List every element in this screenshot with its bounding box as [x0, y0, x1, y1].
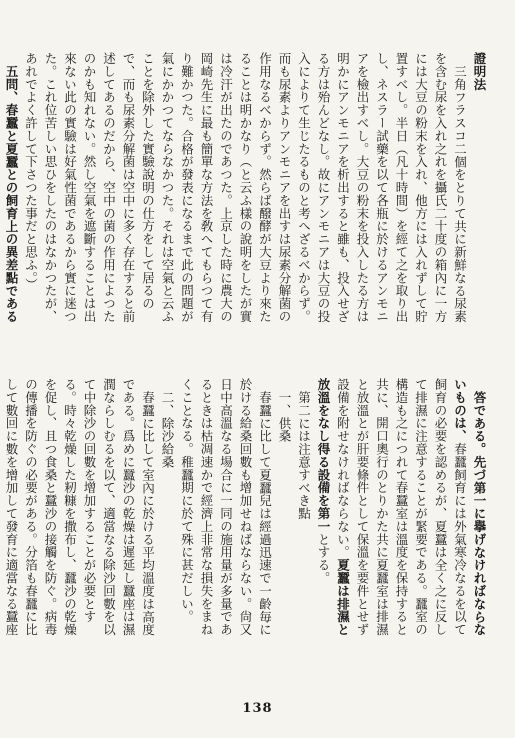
paragraph-bed-cleaning: 春蠶に比して室內に於ける平均溫度は高度である。爲めに蠶沙の乾燥は遲延し蠶座は濕潤ならしむるを以て、適當なる除沙回數を以て中除沙の回數を增加することが必要とする。時々乾燥した籾糠を撒布し、蠶沙の乾燥を促し、且つ食桑と蠶沙の接觸を防ぐ。病毒の傳播を防ぐの必要がある。分箔も春蠶に比して數回に數を增加して發育に適當なる蠶座 — [4, 378, 156, 636]
upper-text-block — [4, 52, 489, 334]
paragraph-answer-intro — [314, 378, 490, 648]
subheading-second-points: 第二には注意すべき點 — [296, 390, 312, 520]
subheading-feeding: 一、供桑 — [277, 390, 292, 443]
section-heading: 證明法 — [472, 52, 487, 91]
paragraph-question-five: 五問、春蠶と夏蠶との飼育上の異差點である — [4, 64, 19, 323]
paragraph-feeding: 春蠶に比して夏蠶兒は經過迅速で一齡毎に於ける給桑回數も增加せねばならない。尙又日中高溫なる場合に一同の施用量が多量であるときは枯凋速かで經濟上非常な損失をまねくことなる。稚蠶期に於て殊に甚だしい。 — [179, 378, 273, 636]
paragraph-experiment: 三角フラスコ二個をとりて共に新鮮なる尿素を含む尿を入れ之れを攝氏二十度の箱內に一方には大豆の粉末を入れ、他方には入れずして貯置すべし。半日（凡十時間）を經て之を取り出し、ネスラー試藥を以て各瓶に於けるアンモニアを檢出すべし。大豆の粉末を投入したる方は明かにアンモニアを析出すると雖も、投入せざる方は殆んどなし。故にアンモニアは大豆の投入によりて生じたるものと考へざるべからず。而も尿素よりアンモニアを出すは尿素分解菌の作用なるべからず。然らば醱酵が大豆より來たることは明かなり（と云ふ樣の說明をしたが實は冷汗が出たのであつた。上京した時に農大の岡崎先生に最も簡單な方法を敎へてもらつて有り難かつた。合格が發表になるまで此の問題が氣にかかつてならなかつた。それは空氣と云ふことを除外した實驗說明の仕方をして居るので、而も尿素分解菌は空中に多く存在すると前述してあるのだから、空中の菌の作用によつたのかも知れない。然し空氣を遮斷することは出來ない此の實驗は好氣性菌であるから實に迷つた。これ位苦しい思ひをしたのはなかつたが、あれでよく許して下さつた事だと思ふ。） — [23, 52, 468, 323]
answer-intro-body: 春蠶飼育には外氣寒冷なるを以て飼育の必要を認めるが、夏蠶は全く之に反して排濕に注意することが緊要である。蠶室の構造も之につれて春蠶室は溫度を保持すると共に、開口奧行のとりかた共に夏蠶室は排濕と放溫とが肝要條件として保溫を要件とせず設備を附せなければならない。 — [335, 378, 468, 636]
answer-intro-emphasis: 夏蠶は排濕と放溫をなし得る設備を第一 — [316, 378, 351, 637]
lower-text-block — [4, 378, 489, 648]
answer-intro-end: とする。 — [316, 532, 331, 585]
subheading-bed-cleaning: 二、除沙給桑 — [160, 390, 175, 468]
answer-intro-bold: 答である。先づ第一に擧げなければならないものは、 — [452, 378, 487, 636]
page-number: 138 — [242, 701, 273, 716]
